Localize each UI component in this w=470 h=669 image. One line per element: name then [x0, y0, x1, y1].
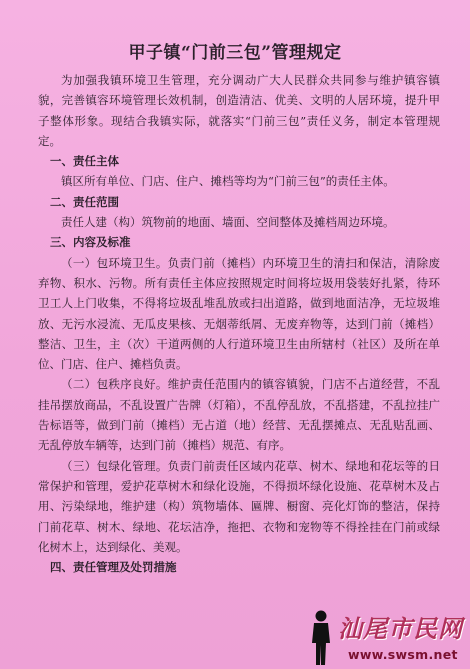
content-item-2: （二）包秩序良好。维护责任范围内的镇容镇貌，门店不占道经营，不乱挂吊摆放商品，不乱设置广告牌（灯箱），不乱停乱放，不乱搭建，不乱拉挂广告标语等，做到门前（摊档）无占道（地）经营、无乱摆摊点、无乱贴乱画、无乱停放车辆等，达到门前（摊档）规范、有序。 — [38, 377, 440, 453]
section-heading-3: 三、内容及标准 — [50, 235, 131, 250]
site-watermark — [306, 607, 468, 669]
watermark-url: www.swsm.net — [348, 647, 458, 662]
section-text-1: 镇区所有单位、门店、住户、摊档等均为“门前三包”的责任主体。 — [61, 174, 395, 189]
document-body — [38, 70, 440, 577]
watermark-site-name: 汕尾市民网 — [338, 614, 463, 643]
document-title: 甲子镇“门前三包”管理规定 — [128, 43, 342, 63]
person-figure-icon — [306, 609, 336, 667]
intro-paragraph: 为加强我镇环境卫生管理，充分调动广大人民群众共同参与维护镇容镇貌，完善镇容环境管理长效机制，创造清洁、优美、文明的人居环境，提升甲子整体形象。现结合我镇实际，就落实“门前三包”责任义务，制定本管理规定。 — [38, 73, 440, 148]
section-text-2: 责任人建（构）筑物前的地面、墙面、空间整体及摊档周边环境。 — [61, 215, 395, 230]
content-item-1: （一）包环境卫生。负责门前（摊档）内环境卫生的清扫和保洁，清除废弃物、积水、污物。所有责任主体应按照规定时间将垃圾用袋装好扎紧，待环卫工人上门收集，不得将垃圾乱堆乱放或扫出道路，做到地面洁净，无垃圾堆放、无污水浸流、无瓜皮果核、无烟蒂纸屑、无废弃物等，达到门前（摊档）整洁、卫生，主（次）干道两侧的人行道环境卫生由所辖村（社区）及所在单位、门店、住户、摊档负责。 — [38, 255, 440, 372]
section-heading-1: 一、责任主体 — [50, 154, 119, 169]
section-heading-4: 四、责任管理及处罚措施 — [50, 560, 177, 575]
content-item-3: （三）包绿化管理。负责门前责任区域内花草、树木、绿地和花坛等的日常保护和管理，爱护花草树木和绿化设施，不得损坏绿化设施、花草树木及占用、污染绿地，维护建（构）筑物墙体、匾牌、橱窗、亮化灯饰的整洁，保持门前花草、树木、绿地、花坛洁净，拖把、衣物和宠物等不得拴挂在门前或绿化树木上，达到绿化、美观。 — [38, 458, 440, 554]
section-heading-2: 二、责任范围 — [50, 194, 119, 209]
